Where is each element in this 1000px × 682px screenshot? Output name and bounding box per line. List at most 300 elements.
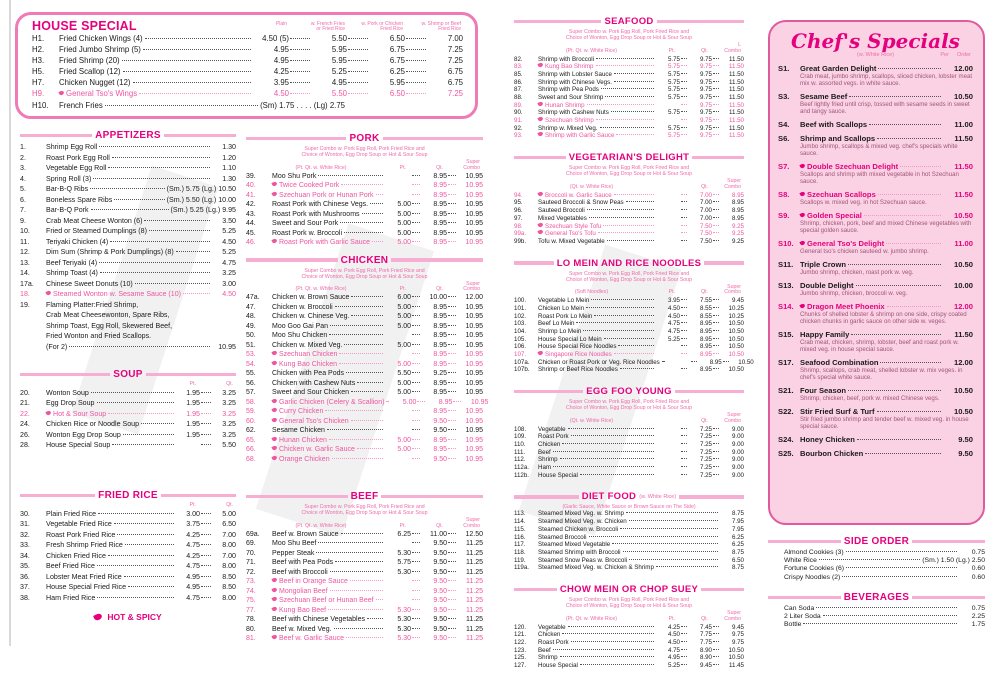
item-number: 86.: [514, 78, 523, 86]
dotted-leader: [713, 73, 719, 74]
dotted-leader: [713, 626, 719, 627]
dotted-leader: [691, 361, 697, 362]
item-number: 121.: [514, 631, 527, 639]
spicy-pepper-icon: [271, 350, 277, 356]
item-name: Vegetable Egg Roll: [46, 164, 107, 172]
dotted-leader: [803, 623, 957, 624]
item-price: 11.25: [466, 635, 483, 643]
menu-item: [514, 426, 744, 434]
menu-item: [32, 67, 463, 78]
item-price: 3.25: [222, 420, 236, 429]
menu-item: [514, 320, 744, 328]
item-name: Dragon Meet Phoenix: [800, 302, 885, 311]
menu-item: [514, 647, 744, 655]
dotted-leader: [412, 420, 420, 421]
dotted-leader: [448, 429, 456, 430]
menu-column-left: [20, 130, 236, 628]
combo-note: Choice of Wonton, Egg Drop Soup or Hot & Sour Soup: [566, 602, 692, 609]
dotted-leader: [681, 127, 687, 128]
item-number: S8.: [778, 190, 790, 199]
item-price: 8.95: [433, 182, 447, 190]
item-price: 11.50: [954, 190, 973, 199]
price-col-label: Pt.: [399, 164, 406, 171]
item-name: Honey Chicken: [800, 435, 855, 444]
item-price: 5.30: [397, 616, 411, 624]
item-price: 8.90: [699, 654, 712, 662]
dotted-leader: [201, 413, 211, 414]
menu-section-beef: [246, 491, 483, 645]
dotted-leader: [596, 58, 654, 59]
dotted-leader: [713, 353, 719, 354]
price-col-label: Super Combo: [724, 283, 741, 296]
item-number: 5.: [20, 185, 26, 193]
menu-item: [246, 304, 483, 314]
menu-item: [246, 192, 483, 202]
item-price: 8.95: [699, 350, 712, 358]
spicy-pepper-icon: [271, 181, 277, 187]
menu-item: [246, 540, 483, 550]
item-price: 8.95: [433, 379, 447, 387]
menu-item: [246, 456, 483, 466]
section-header-chow-mein: [514, 584, 744, 595]
item-price: 10.50: [728, 646, 744, 654]
menu-item: [514, 518, 744, 526]
house-special-items: [32, 34, 463, 112]
header-rule: [20, 373, 110, 377]
price-col-label: Qt.: [701, 289, 708, 296]
item-number: 58.: [246, 398, 256, 406]
spicy-pepper-icon: [271, 398, 277, 404]
spicy-pepper-icon: [799, 191, 805, 197]
dotted-leader: [143, 49, 251, 50]
item-price: 9.50: [433, 597, 447, 605]
item-price: 8.95: [433, 201, 447, 209]
dotted-leader: [412, 599, 420, 600]
item-name: Beef with Pea Pods: [272, 559, 334, 567]
spicy-pepper-icon: [271, 596, 277, 602]
menu-item: [20, 227, 236, 238]
item-name: Shrimp: [538, 456, 558, 464]
dotted-leader: [713, 111, 719, 112]
dotted-leader: [108, 167, 210, 168]
dotted-leader: [412, 222, 420, 223]
dotted-leader: [580, 474, 654, 475]
dotted-leader: [376, 599, 383, 600]
item-price: 7.25: [447, 56, 463, 66]
item-number: 103.: [514, 320, 527, 328]
item-price: 11.50: [728, 70, 744, 78]
chef-special-item: [778, 64, 973, 87]
chef-special-item: [778, 162, 973, 185]
item-price: 5.00: [397, 436, 411, 444]
item-name: White Rice: [784, 557, 817, 565]
menu-item: [768, 565, 985, 573]
item-number: S7.: [778, 162, 790, 171]
item-number: 99a.: [514, 230, 527, 238]
item-number: 106.: [514, 343, 527, 351]
item-price: 11.25: [466, 578, 483, 586]
item-price: 5.00: [397, 360, 411, 368]
item-number: 51.: [246, 341, 256, 349]
item-price: 4.50: [667, 638, 680, 646]
item-number: 107a.: [514, 358, 530, 366]
item-name: Fried Wonton and Fried Scallops.: [46, 332, 152, 340]
dotted-leader: [412, 213, 420, 214]
dotted-leader: [448, 184, 456, 185]
item-price: 8.95: [433, 303, 447, 311]
item-name: Vegetable: [538, 425, 566, 433]
item-price: 4.25: [186, 551, 200, 560]
menu-item: [20, 389, 236, 400]
item-price: 7.75: [699, 631, 712, 639]
item-number: 39.: [246, 172, 256, 180]
section-header-diet-food: [514, 491, 744, 502]
dotted-leader: [562, 633, 654, 634]
item-name: Triple Crown: [800, 260, 846, 269]
price-column-headers: [514, 43, 744, 55]
item-price: 11.25: [466, 568, 483, 576]
item-price: 8.95: [433, 322, 447, 330]
item-price: 1.20: [222, 153, 236, 162]
chef-special-row: [778, 330, 973, 339]
item-name: Hunan Chicken: [272, 437, 327, 444]
chef-special-row: [778, 134, 973, 143]
item-number: 71.: [246, 559, 256, 567]
dotted-leader: [141, 423, 174, 424]
spicy-pepper-icon: [271, 634, 277, 640]
dotted-leader: [344, 344, 383, 345]
item-number: 14.: [20, 269, 30, 277]
item-price: 3.95: [667, 297, 680, 305]
item-name: Beef w. Brown Sauce: [272, 530, 339, 538]
item-number: 80.: [246, 625, 256, 633]
dotted-leader: [681, 656, 687, 657]
item-description: General tso's chicken sauteed w. jumbo shrimp.: [800, 248, 929, 255]
item-name: Roast Pork: [538, 638, 569, 646]
item-name: Stir Fried Surf & Turf: [800, 407, 875, 416]
item-number: 68.: [246, 455, 256, 463]
item-number: 87.: [514, 86, 523, 94]
item-price: 11.50: [728, 63, 744, 71]
item-name: Sesame Beef: [800, 92, 848, 101]
item-price: 5.30: [397, 635, 411, 643]
item-price: 11.25: [466, 587, 483, 595]
menu-item: [246, 332, 483, 342]
price-column-headers: [514, 611, 744, 623]
menu-item: [514, 464, 744, 472]
item-name: French Fries: [59, 100, 103, 110]
item-price: 8.95: [433, 313, 447, 321]
item-number: 102.: [514, 312, 527, 320]
dotted-leader: [448, 637, 456, 638]
dotted-leader: [183, 293, 210, 294]
menu-item: [20, 269, 236, 280]
item-number: S13.: [778, 281, 794, 290]
item-price: 10.95: [465, 370, 483, 378]
item-price: 5.00: [397, 239, 411, 247]
item-price: 8.95: [433, 436, 447, 444]
item-price: 5.00: [397, 341, 411, 349]
item-name: Moo Shu Chicken: [272, 332, 328, 340]
item-price: 9.75: [699, 94, 712, 102]
item-number: 98.: [514, 222, 523, 230]
item-price: 8.95: [699, 343, 712, 351]
dotted-leader: [98, 513, 174, 514]
spicy-pepper-icon: [271, 417, 277, 423]
menu-item: [20, 164, 236, 175]
house-special-header: [32, 19, 463, 33]
dotted-leader: [816, 607, 957, 608]
unit-note: (Pt. Qt. w. White Rice): [295, 522, 347, 529]
price-col-label: Qt.: [701, 47, 708, 54]
item-price: 5.00: [222, 509, 236, 518]
chef-special-row: [778, 358, 973, 367]
menu-item: [246, 578, 483, 588]
item-price: 11.50: [954, 330, 973, 339]
item-name: Almond Cookies (3): [784, 549, 844, 556]
menu-item: [246, 173, 483, 183]
dotted-leader: [412, 609, 420, 610]
item-price: 10.50: [953, 407, 973, 416]
item-price: 5.75: [667, 78, 680, 86]
item-name: Shrimp and Scallops: [800, 134, 876, 143]
item-price: 7.25: [447, 45, 463, 55]
menu-item: [768, 621, 985, 629]
item-name: Szechuan Shrimp: [538, 117, 594, 124]
item-number: 43.: [246, 210, 256, 218]
item-price: 10.50: [728, 320, 744, 328]
combo-note: Super Combo w. Pork Egg Roll, Pork Fried Rice and: [568, 399, 690, 406]
item-name: Chicken Fried Rice: [46, 551, 106, 560]
item-number: 112.: [514, 456, 526, 464]
dotted-leader: [589, 217, 654, 218]
item-description: Chunks of shelled lobster & shrimp on one side, crispy coated chicken chunks in garlic sauce on other side w. veges.: [800, 311, 967, 325]
item-price: 10.95: [465, 341, 483, 349]
item-price: 8.55: [699, 312, 712, 320]
dotted-leader: [99, 146, 210, 147]
dotted-leader: [149, 230, 210, 231]
combo-note: Super Combo w. Pork Egg Roll, Pork Fried Rice and: [568, 165, 690, 172]
dotted-leader: [681, 73, 687, 74]
dotted-leader: [856, 285, 941, 286]
item-name: Beef Lo Mein: [538, 320, 575, 328]
item-price: 4.95: [667, 654, 680, 662]
item-price: 9.25: [731, 230, 744, 238]
item-description: Crab meat, jumbo shrimp, scallops, sliced chicken, lobster meat mix w. assorted vegs. in white sauce.: [800, 73, 973, 87]
dotted-leader: [112, 157, 210, 158]
dotted-leader: [110, 241, 210, 242]
dotted-leader: [869, 124, 941, 125]
dotted-leader: [412, 448, 420, 449]
item-price: 9.75: [699, 109, 712, 117]
dotted-leader: [124, 576, 174, 577]
item-number: 50.: [246, 332, 256, 340]
item-price: 7.45: [699, 623, 712, 631]
item-number: H2.: [32, 45, 45, 55]
item-price: 10.95: [465, 360, 483, 368]
dotted-leader: [201, 544, 211, 545]
dotted-leader: [97, 402, 174, 403]
combo-note: Super Combo w. Pork Egg Roll, Pork Fried Rice and: [568, 596, 690, 603]
menu-item: [20, 322, 236, 333]
dotted-leader: [412, 194, 420, 195]
dotted-leader: [90, 188, 164, 189]
item-name: Beef with Chinese Vegetables: [272, 616, 366, 624]
menu-item: [246, 531, 483, 541]
item-name: Steamed Chicken w. Broccoli: [538, 525, 619, 533]
dotted-leader: [607, 240, 654, 241]
item-number: S17.: [778, 358, 794, 367]
dotted-leader: [412, 571, 420, 572]
item-name: Seafood Combination: [800, 358, 879, 367]
item-price: 1.10: [222, 164, 236, 172]
menu-item: [514, 71, 744, 79]
menu-section-beverages: [768, 592, 985, 630]
menu-item: [20, 217, 236, 228]
item-price: 11.00: [430, 530, 447, 538]
item-name: Fried Scallop (12): [59, 67, 121, 77]
dotted-leader: [412, 590, 420, 591]
item-name: Curry Chicken: [272, 408, 323, 415]
dotted-leader: [681, 474, 687, 475]
item-number: 94.: [514, 191, 523, 199]
dotted-leader: [620, 368, 654, 369]
header-rule: [679, 495, 744, 499]
item-price: 5.00: [397, 220, 411, 228]
item-number: S22.: [778, 407, 794, 416]
item-number: 40.: [246, 182, 256, 190]
item-number: 119.: [514, 556, 526, 564]
chef-special-item: [778, 120, 973, 129]
price-col-label: Pt.: [668, 615, 675, 622]
item-name: Shrimp: [538, 654, 558, 662]
menu-item: [246, 370, 483, 380]
dotted-leader: [846, 567, 957, 568]
item-price: 5.00: [397, 446, 411, 454]
menu-section-chicken: [246, 254, 489, 466]
menu-item: [514, 223, 744, 231]
item-price: 7.00: [222, 530, 236, 539]
item-price: 9.75: [699, 86, 712, 94]
dotted-leader: [290, 60, 310, 61]
dotted-leader: [591, 299, 654, 300]
menu-section-soup: [20, 369, 236, 452]
item-name: Sweet and Sour Chicken: [272, 389, 350, 397]
menu-item: [246, 398, 489, 409]
chef-special-item: [778, 134, 973, 157]
item-name: Chinese Sweet Donuts (10): [46, 279, 133, 288]
item-number: 69a.: [246, 530, 260, 538]
item-name: Beef w. Garlic Sauce: [272, 635, 344, 642]
item-name: House Special Lo Mein: [538, 335, 602, 343]
dotted-leader: [448, 344, 456, 345]
section-header-egg-foo-young: [514, 386, 744, 397]
dotted-leader: [713, 458, 719, 459]
item-price: 6.75: [447, 67, 463, 77]
white-rice-note: (w. White Rice): [857, 52, 894, 58]
price-col-label: Qt.: [226, 501, 233, 508]
item-number: H10.: [32, 100, 49, 110]
dotted-leader: [412, 439, 420, 440]
dotted-leader: [589, 536, 719, 537]
item-price: 7.00: [699, 191, 712, 199]
item-price: 12.00: [953, 302, 973, 311]
chef-special-item: [778, 211, 973, 234]
dotted-leader: [723, 361, 729, 362]
menu-item: [246, 313, 483, 323]
menu-item: [514, 56, 744, 64]
item-price: 5.50: [331, 89, 347, 99]
item-number: H5.: [32, 67, 45, 77]
dotted-leader: [681, 443, 687, 444]
item-number: 116.: [514, 533, 526, 541]
item-price: 9.75: [699, 78, 712, 86]
item-name: Vegetable: [538, 623, 566, 631]
item-price: 12.00: [465, 294, 483, 302]
item-price: 5.75: [667, 55, 680, 63]
price-col-label: Super Combo: [724, 412, 741, 424]
dotted-leader: [351, 391, 383, 392]
item-number: 81.: [246, 635, 256, 643]
item-number: S15.: [778, 330, 794, 339]
dotted-leader: [560, 656, 654, 657]
menu-item: [20, 399, 236, 410]
price-column-headers: [20, 503, 236, 509]
item-price: 1.95: [186, 420, 200, 429]
dotted-leader: [713, 240, 719, 241]
dotted-leader: [614, 194, 654, 195]
item-price: 11.50: [954, 162, 973, 171]
item-number: 35.: [20, 562, 30, 571]
item-price: 10.25: [728, 304, 744, 312]
dotted-leader: [713, 435, 719, 436]
menu-item: [514, 549, 744, 557]
dotted-leader: [713, 232, 719, 233]
dotted-leader: [681, 209, 687, 210]
item-description: Scallops and shrimp with mixed vegetable in hot Szechuan sauce.: [800, 171, 959, 185]
dotted-leader: [681, 315, 687, 316]
item-price: 6.25: [731, 533, 744, 541]
item-price: 4.95: [331, 78, 347, 88]
dotted-leader: [681, 88, 687, 89]
item-price: 4.75: [186, 541, 200, 550]
dotted-leader: [412, 363, 420, 364]
item-price: 3.50: [222, 216, 236, 225]
item-name: Moo Shu Pork: [272, 172, 317, 180]
menu-item: [246, 626, 483, 636]
item-price: 9.75: [731, 638, 744, 646]
per-order-label: Per Order: [940, 52, 971, 58]
spicy-pepper-icon: [799, 212, 805, 218]
spicy-pepper-icon: [271, 436, 277, 442]
item-price: 11.45: [728, 661, 744, 669]
item-price: 10.95: [465, 389, 483, 397]
item-price: 9.75: [699, 63, 712, 71]
header-rule: [391, 258, 483, 262]
menu-section-veg-delight: [514, 152, 744, 245]
section-title: CHOW MEIN OR CHOP SUEY: [559, 583, 699, 595]
item-price: 8.95: [731, 207, 744, 215]
dotted-leader: [99, 262, 210, 263]
item-price: 8.95: [699, 366, 712, 374]
item-price: 8.95: [699, 327, 712, 335]
item-number: 54.: [246, 360, 256, 368]
dotted-leader: [412, 382, 420, 383]
dotted-leader: [100, 272, 210, 273]
item-price: 10.95: [465, 332, 483, 340]
item-name: Hunan Shrimp: [538, 102, 585, 109]
menu-item: [246, 418, 483, 428]
